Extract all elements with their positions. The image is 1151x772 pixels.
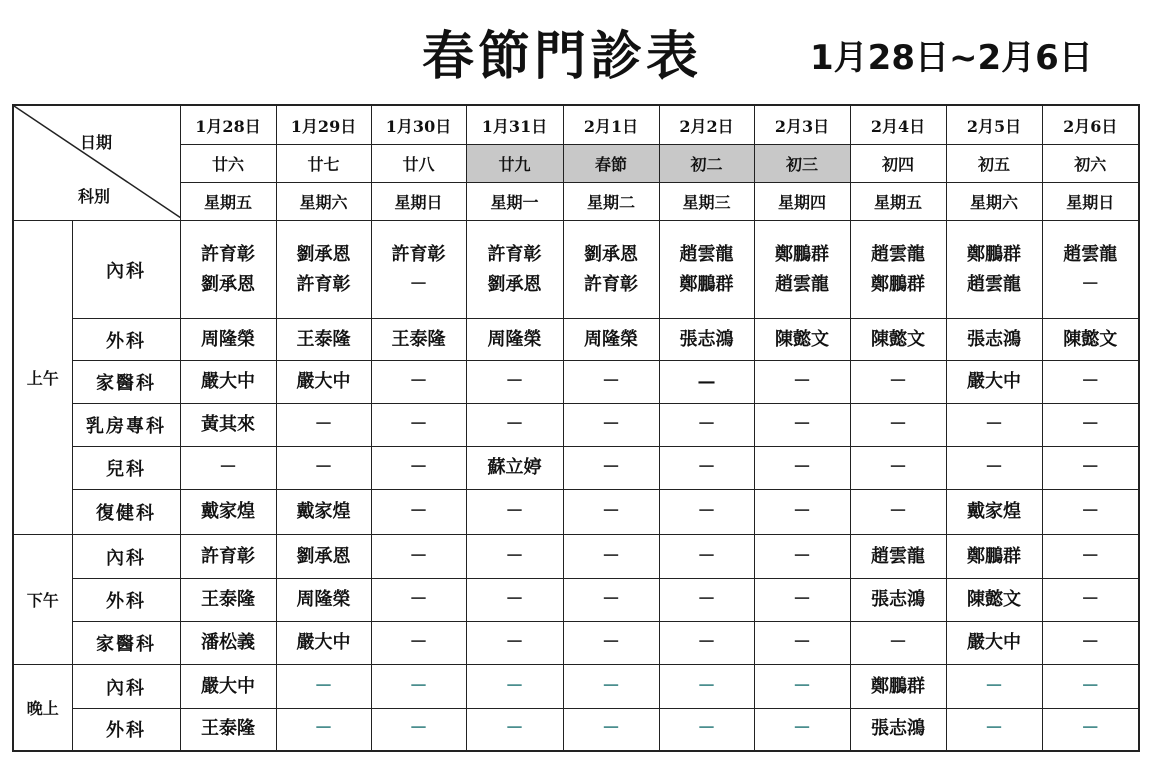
doctor-cell — [659, 361, 754, 404]
schedule-row — [13, 319, 1139, 361]
schedule-row — [13, 404, 1139, 447]
doctor-name: － — [1081, 718, 1100, 740]
schedule-row — [13, 221, 1139, 319]
doctor-cell — [180, 709, 276, 751]
doctor-cell — [276, 535, 371, 579]
doctor-name: － — [889, 457, 907, 478]
schedule-row — [13, 361, 1139, 404]
doctor-cell — [754, 709, 850, 751]
doctor-cell — [371, 447, 466, 490]
doctor-name: － — [793, 545, 811, 567]
schedule-table — [12, 104, 1140, 752]
doctor-cell — [850, 579, 946, 622]
schedule-row — [13, 535, 1139, 579]
doctor-name: － — [505, 589, 524, 610]
doctor-name: － — [793, 457, 811, 478]
doctor-cell — [563, 319, 659, 361]
doctor-name: 鄭鵬群 — [679, 273, 734, 295]
doctor-name: － — [505, 414, 524, 435]
doctor-name: － — [505, 371, 524, 392]
doctor-name: － — [409, 589, 428, 610]
doctor-cell — [466, 665, 563, 709]
doctor-cell — [754, 361, 850, 404]
doctor-cell — [276, 490, 371, 535]
doctor-cell — [946, 319, 1042, 361]
doctor-cell — [754, 665, 850, 709]
doctor-name: 張志鴻 — [871, 589, 925, 610]
date-header-9: 2月6日 — [1042, 105, 1139, 145]
doctor-cell — [180, 319, 276, 361]
doctor-name: － — [985, 414, 1003, 435]
date-header-7: 2月4日 — [850, 105, 946, 145]
doctor-name: － — [1081, 675, 1100, 697]
doctor-cell — [276, 404, 371, 447]
date-header-3: 1月31日 — [466, 105, 563, 145]
corner-date-label: 日期 — [80, 133, 113, 152]
doctor-cell — [850, 622, 946, 665]
doctor-name: － — [697, 632, 716, 653]
doctor-name: － — [1081, 273, 1100, 295]
doctor-cell — [946, 447, 1042, 490]
doctor-name: － — [985, 675, 1003, 697]
doctor-cell — [850, 319, 946, 361]
doctor-cell — [180, 490, 276, 535]
doctor-cell — [1042, 404, 1139, 447]
period-label: 晚上 — [13, 665, 72, 751]
doctor-name: 陳懿文 — [871, 328, 925, 350]
doctor-cell — [1042, 447, 1139, 490]
doctor-name: 潘松義 — [201, 632, 255, 653]
doctor-cell — [1042, 361, 1139, 404]
schedule-row — [13, 665, 1139, 709]
doctor-name: － — [1081, 545, 1100, 567]
weekday-9: 星期日 — [1042, 183, 1139, 221]
doctor-cell — [659, 447, 754, 490]
doctor-name: 張志鴻 — [871, 718, 925, 740]
doctor-cell — [754, 490, 850, 535]
doctor-name: － — [1081, 632, 1100, 653]
doctor-name: － — [697, 545, 716, 567]
page-header — [0, 0, 1151, 100]
doctor-name: 鄭鵬群 — [871, 273, 925, 295]
doctor-name: 趙雲龍 — [775, 273, 829, 295]
doctor-name: 許育彰 — [201, 545, 255, 567]
doctor-name: － — [409, 371, 428, 392]
doctor-name: 趙雲龍 — [871, 545, 925, 567]
doctor-cell — [754, 221, 850, 319]
doctor-name: － — [602, 589, 620, 610]
doctor-name: 鄭鵬群 — [967, 243, 1021, 265]
doctor-cell — [371, 665, 466, 709]
weekday-6: 星期四 — [754, 183, 850, 221]
doctor-name: 許育彰 — [584, 273, 638, 295]
doctor-cell — [563, 579, 659, 622]
doctor-name: 鄭鵬群 — [967, 545, 1021, 567]
doctor-cell — [850, 447, 946, 490]
doctor-name: 鄭鵬群 — [871, 675, 925, 697]
doctor-cell — [371, 221, 466, 319]
department-label: 內科 — [72, 665, 180, 709]
doctor-cell — [563, 361, 659, 404]
doctor-cell — [563, 490, 659, 535]
doctor-name: － — [889, 414, 907, 435]
doctor-name: 鄭鵬群 — [775, 243, 829, 265]
weekday-8: 星期六 — [946, 183, 1042, 221]
doctor-name: － — [314, 414, 333, 435]
doctor-name: 陳懿文 — [1063, 328, 1118, 350]
doctor-name: － — [505, 545, 524, 567]
doctor-cell — [946, 665, 1042, 709]
doctor-cell — [371, 404, 466, 447]
doctor-cell — [276, 579, 371, 622]
doctor-cell — [850, 535, 946, 579]
doctor-cell — [1042, 535, 1139, 579]
doctor-name: － — [409, 457, 428, 478]
doctor-name: － — [602, 414, 620, 435]
schedule-row — [13, 709, 1139, 751]
doctor-cell — [659, 319, 754, 361]
doctor-name: － — [409, 545, 428, 567]
department-label: 內科 — [72, 221, 180, 319]
doctor-name: － — [314, 457, 333, 478]
doctor-name: － — [889, 371, 907, 392]
doctor-cell — [371, 535, 466, 579]
doctor-name: 許育彰 — [201, 243, 255, 265]
doctor-name: － — [505, 632, 524, 653]
doctor-cell — [371, 490, 466, 535]
doctor-name: － — [409, 718, 428, 740]
doctor-name: 許育彰 — [487, 243, 542, 265]
weekday-3: 星期一 — [466, 183, 563, 221]
doctor-cell — [1042, 709, 1139, 751]
lunar-date-0: 廿六 — [180, 145, 276, 183]
doctor-name: 周隆榮 — [584, 328, 638, 350]
doctor-name: 王泰隆 — [201, 718, 255, 740]
doctor-name: － — [505, 675, 524, 697]
doctor-name: － — [409, 632, 428, 653]
doctor-cell — [276, 361, 371, 404]
doctor-cell — [466, 490, 563, 535]
page-title: 春節門診表 — [422, 27, 703, 87]
doctor-name: － — [314, 675, 333, 697]
period-label: 上午 — [13, 221, 72, 535]
doctor-name: 王泰隆 — [296, 328, 351, 350]
doctor-name: 陳懿文 — [967, 589, 1021, 610]
weekday-1: 星期六 — [276, 183, 371, 221]
department-label: 復健科 — [72, 490, 180, 535]
doctor-cell — [276, 221, 371, 319]
schedule-row — [13, 447, 1139, 490]
doctor-cell — [754, 579, 850, 622]
doctor-cell — [180, 535, 276, 579]
date-header-4: 2月1日 — [563, 105, 659, 145]
doctor-cell — [180, 361, 276, 404]
doctor-cell — [1042, 579, 1139, 622]
doctor-name: － — [219, 457, 237, 478]
doctor-name: 戴家煌 — [967, 501, 1021, 522]
doctor-name: 許育彰 — [391, 243, 446, 265]
schedule-row — [13, 579, 1139, 622]
doctor-name: 許育彰 — [296, 273, 351, 295]
date-header-5: 2月2日 — [659, 105, 754, 145]
doctor-cell — [1042, 490, 1139, 535]
doctor-cell — [850, 709, 946, 751]
doctor-name: 周隆榮 — [296, 589, 351, 610]
doctor-name: 黃其來 — [201, 414, 255, 435]
department-label: 家醫科 — [72, 361, 180, 404]
doctor-cell — [180, 622, 276, 665]
doctor-name: — — [697, 371, 716, 392]
doctor-cell — [371, 319, 466, 361]
doctor-cell — [1042, 665, 1139, 709]
doctor-name: － — [985, 718, 1003, 740]
doctor-cell — [946, 404, 1042, 447]
doctor-cell — [659, 535, 754, 579]
doctor-name: － — [505, 718, 524, 740]
doctor-name: 嚴大中 — [201, 371, 255, 392]
doctor-name: － — [793, 632, 811, 653]
doctor-name: 嚴大中 — [967, 632, 1021, 653]
department-label: 家醫科 — [72, 622, 180, 665]
doctor-name: － — [602, 501, 620, 522]
doctor-cell — [466, 709, 563, 751]
doctor-cell — [754, 447, 850, 490]
doctor-cell — [659, 665, 754, 709]
doctor-name: － — [793, 414, 811, 435]
doctor-name: － — [505, 501, 524, 522]
date-header-2: 1月30日 — [371, 105, 466, 145]
doctor-cell — [754, 535, 850, 579]
date-header-1: 1月29日 — [276, 105, 371, 145]
doctor-name: 劉承恩 — [584, 243, 638, 265]
doctor-cell — [1042, 221, 1139, 319]
doctor-name: － — [409, 675, 428, 697]
doctor-cell — [563, 535, 659, 579]
lunar-date-9: 初六 — [1042, 145, 1139, 183]
doctor-name: 張志鴻 — [679, 328, 734, 350]
doctor-name: － — [602, 371, 620, 392]
doctor-cell — [466, 579, 563, 622]
doctor-name: － — [314, 718, 333, 740]
doctor-cell — [180, 665, 276, 709]
doctor-name: － — [602, 457, 620, 478]
doctor-cell — [180, 447, 276, 490]
doctor-cell — [276, 665, 371, 709]
doctor-name: 劉承恩 — [296, 545, 351, 567]
doctor-name: － — [697, 501, 716, 522]
weekday-4: 星期二 — [563, 183, 659, 221]
doctor-cell — [180, 579, 276, 622]
weekday-7: 星期五 — [850, 183, 946, 221]
doctor-cell — [371, 622, 466, 665]
doctor-cell — [1042, 319, 1139, 361]
doctor-cell — [1042, 622, 1139, 665]
doctor-cell — [276, 622, 371, 665]
date-header-0: 1月28日 — [180, 105, 276, 145]
doctor-name: 周隆榮 — [201, 328, 255, 350]
doctor-cell — [659, 221, 754, 319]
doctor-name: 嚴大中 — [296, 632, 351, 653]
doctor-name: 劉承恩 — [487, 273, 542, 295]
doctor-name: 周隆榮 — [487, 328, 542, 350]
schedule-row — [13, 490, 1139, 535]
doctor-cell — [563, 447, 659, 490]
doctor-cell — [659, 622, 754, 665]
department-label: 內科 — [72, 535, 180, 579]
doctor-name: 嚴大中 — [296, 371, 351, 392]
doctor-name: 嚴大中 — [967, 371, 1021, 392]
lunar-date-2: 廿八 — [371, 145, 466, 183]
lunar-date-7: 初四 — [850, 145, 946, 183]
doctor-cell — [180, 221, 276, 319]
doctor-cell — [466, 221, 563, 319]
doctor-cell — [946, 221, 1042, 319]
doctor-cell — [946, 579, 1042, 622]
doctor-name: － — [602, 632, 620, 653]
doctor-cell — [850, 361, 946, 404]
doctor-cell — [276, 319, 371, 361]
department-label: 外科 — [72, 579, 180, 622]
doctor-cell — [563, 404, 659, 447]
date-range: 1月28日~2月6日 — [810, 38, 1093, 78]
doctor-cell — [850, 221, 946, 319]
doctor-cell — [563, 665, 659, 709]
doctor-name: 劉承恩 — [201, 273, 255, 295]
doctor-cell — [946, 622, 1042, 665]
doctor-cell — [850, 404, 946, 447]
schedule-row — [13, 622, 1139, 665]
doctor-name: － — [409, 273, 428, 295]
weekday-2: 星期日 — [371, 183, 466, 221]
doctor-name: － — [1081, 371, 1100, 392]
doctor-name: － — [409, 414, 428, 435]
lunar-date-6: 初三 — [754, 145, 850, 183]
doctor-name: － — [985, 457, 1003, 478]
doctor-name: － — [697, 457, 716, 478]
lunar-date-5: 初二 — [659, 145, 754, 183]
doctor-name: － — [889, 632, 907, 653]
doctor-cell — [659, 709, 754, 751]
doctor-name: 嚴大中 — [201, 675, 255, 697]
doctor-name: － — [602, 675, 620, 697]
doctor-cell — [659, 579, 754, 622]
doctor-cell — [466, 535, 563, 579]
doctor-name: － — [1081, 589, 1100, 610]
doctor-name: － — [793, 589, 811, 610]
doctor-name: 趙雲龍 — [871, 243, 925, 265]
lunar-date-1: 廿七 — [276, 145, 371, 183]
department-label: 外科 — [72, 319, 180, 361]
doctor-cell — [754, 404, 850, 447]
doctor-name: － — [697, 414, 716, 435]
doctor-cell — [659, 404, 754, 447]
doctor-name: 張志鴻 — [967, 328, 1021, 350]
doctor-name: － — [697, 589, 716, 610]
doctor-name: － — [602, 545, 620, 567]
doctor-name: － — [889, 501, 907, 522]
doctor-cell — [276, 709, 371, 751]
doctor-name: － — [793, 501, 811, 522]
doctor-cell — [276, 447, 371, 490]
doctor-name: 趙雲龍 — [967, 273, 1021, 295]
doctor-name: － — [697, 675, 716, 697]
doctor-cell — [850, 490, 946, 535]
doctor-name: 蘇立婷 — [487, 457, 542, 478]
doctor-name: － — [793, 675, 811, 697]
period-label: 下午 — [13, 535, 72, 665]
doctor-name: － — [1081, 414, 1100, 435]
doctor-name: 陳懿文 — [775, 328, 829, 350]
doctor-name: － — [409, 501, 428, 522]
corner-dept-label: 科別 — [78, 187, 111, 206]
doctor-cell — [946, 490, 1042, 535]
doctor-cell — [466, 319, 563, 361]
date-header-8: 2月5日 — [946, 105, 1042, 145]
lunar-date-8: 初五 — [946, 145, 1042, 183]
doctor-name: 戴家煌 — [296, 501, 351, 522]
doctor-name: － — [602, 718, 620, 740]
doctor-cell — [371, 361, 466, 404]
doctor-cell — [466, 361, 563, 404]
doctor-cell — [563, 221, 659, 319]
weekday-0: 星期五 — [180, 183, 276, 221]
doctor-name: － — [793, 718, 811, 740]
doctor-name: 王泰隆 — [201, 589, 255, 610]
doctor-name: 趙雲龍 — [679, 243, 734, 265]
doctor-cell — [850, 665, 946, 709]
doctor-cell — [563, 622, 659, 665]
doctor-cell — [466, 447, 563, 490]
corner-header — [13, 105, 180, 221]
doctor-cell — [466, 404, 563, 447]
doctor-name: － — [1081, 501, 1100, 522]
department-label: 兒科 — [72, 447, 180, 490]
doctor-cell — [659, 490, 754, 535]
doctor-cell — [754, 319, 850, 361]
department-label: 乳房專科 — [72, 404, 180, 447]
doctor-cell — [563, 709, 659, 751]
doctor-cell — [180, 404, 276, 447]
doctor-cell — [466, 622, 563, 665]
department-label: 外科 — [72, 709, 180, 751]
weekday-5: 星期三 — [659, 183, 754, 221]
doctor-name: － — [793, 371, 811, 392]
doctor-cell — [946, 361, 1042, 404]
doctor-name: 趙雲龍 — [1063, 243, 1118, 265]
doctor-cell — [754, 622, 850, 665]
doctor-name: 戴家煌 — [201, 501, 255, 522]
doctor-name: 劉承恩 — [296, 243, 351, 265]
doctor-cell — [946, 709, 1042, 751]
date-header-6: 2月3日 — [754, 105, 850, 145]
lunar-date-4: 春節 — [563, 145, 659, 183]
doctor-cell — [371, 709, 466, 751]
doctor-name: 王泰隆 — [391, 328, 446, 350]
doctor-name: － — [697, 718, 716, 740]
lunar-date-3: 廿九 — [466, 145, 563, 183]
doctor-name: － — [1081, 457, 1100, 478]
doctor-cell — [946, 535, 1042, 579]
doctor-cell — [371, 579, 466, 622]
